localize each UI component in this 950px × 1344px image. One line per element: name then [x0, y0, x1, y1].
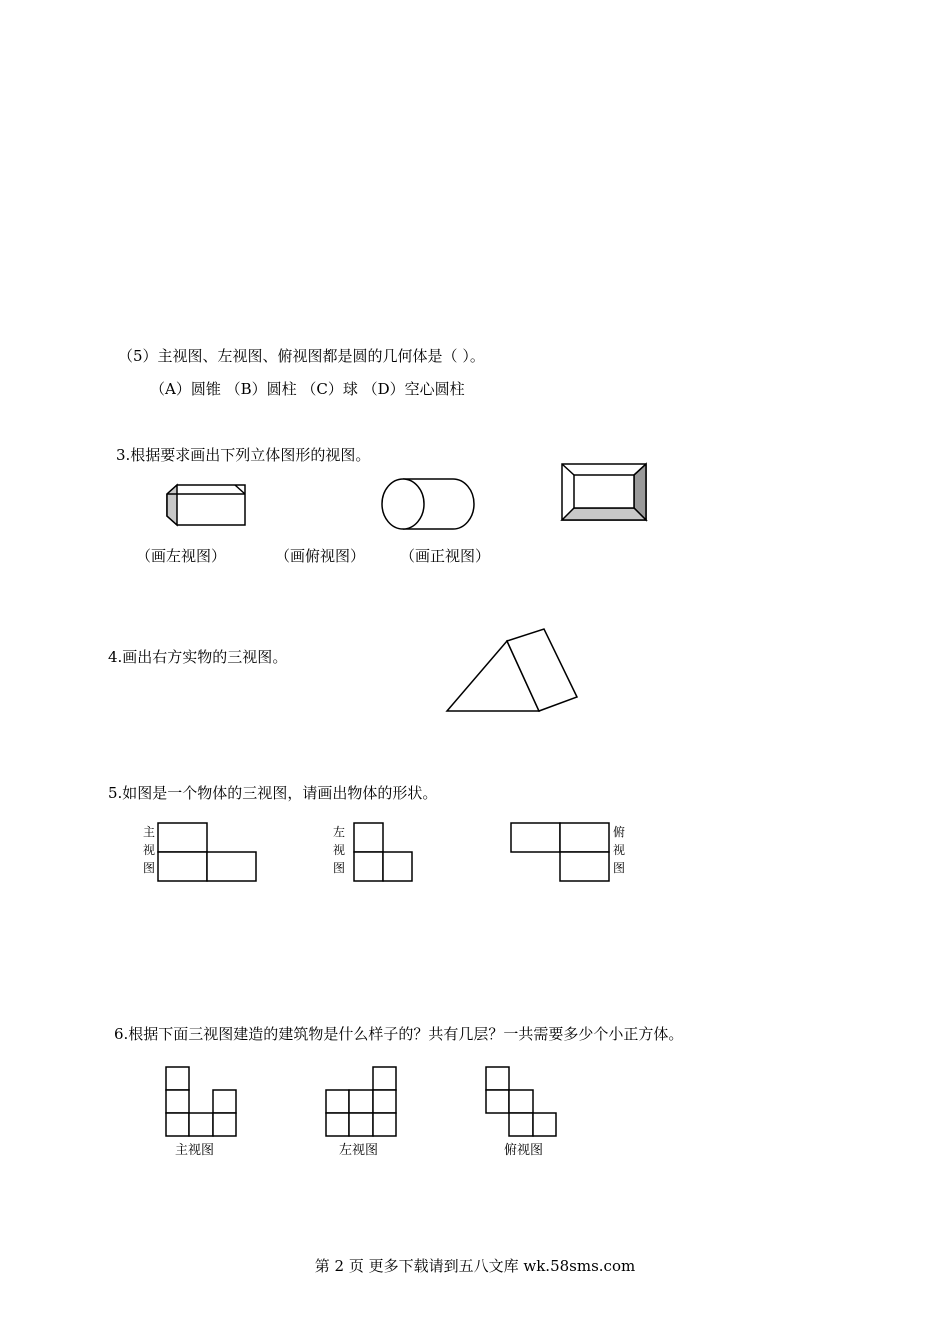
page-footer: 第 2 页 更多下载请到五八文库 wk.58sms.com	[314, 1257, 636, 1275]
q3-label-left-view: （画左视图）	[136, 547, 227, 565]
q3-label-front-view: （画正视图）	[400, 547, 491, 565]
q4-title: 4.画出右方实物的三视图。	[108, 648, 288, 666]
triangular-prism-figure	[445, 627, 581, 715]
cuboid-figure	[166, 484, 248, 528]
q5-front-view-grid	[157, 822, 258, 883]
cylinder-figure	[379, 477, 477, 531]
q6-top-view-label: 俯视图	[504, 1143, 544, 1158]
q5-top-view-label: 俯 视 图	[612, 825, 625, 875]
q5-front-view-label: 主 视 图	[142, 825, 155, 875]
q6-left-view-grid	[325, 1066, 398, 1138]
q5-left-view-label: 左 视 图	[332, 825, 345, 875]
q5-title: 5.如图是一个物体的三视图，请画出物体的形状。	[108, 784, 438, 802]
q6-title: 6.根据下面三视图建造的建筑物是什么样子的？共有几层？一共需要多少个小正方体。	[114, 1025, 684, 1043]
q3-title: 3.根据要求画出下列立体图形的视图。	[116, 446, 371, 464]
frustum-frame-figure	[561, 463, 649, 523]
q5-question: （5）主视图、左视图、俯视图都是圆的几何体是（ ）。	[118, 347, 485, 365]
q6-front-view-grid	[165, 1066, 238, 1138]
q5-options: （A）圆锥 （B）圆柱 （C）球 （D）空心圆柱	[150, 380, 465, 398]
q6-top-view-grid	[485, 1066, 558, 1138]
q6-left-view-label: 左视图	[339, 1143, 379, 1158]
q3-label-top-view: （画俯视图）	[275, 547, 366, 565]
q6-front-view-label: 主视图	[175, 1143, 215, 1158]
q5-top-view-grid	[510, 822, 611, 883]
q5-left-view-grid	[353, 822, 415, 883]
